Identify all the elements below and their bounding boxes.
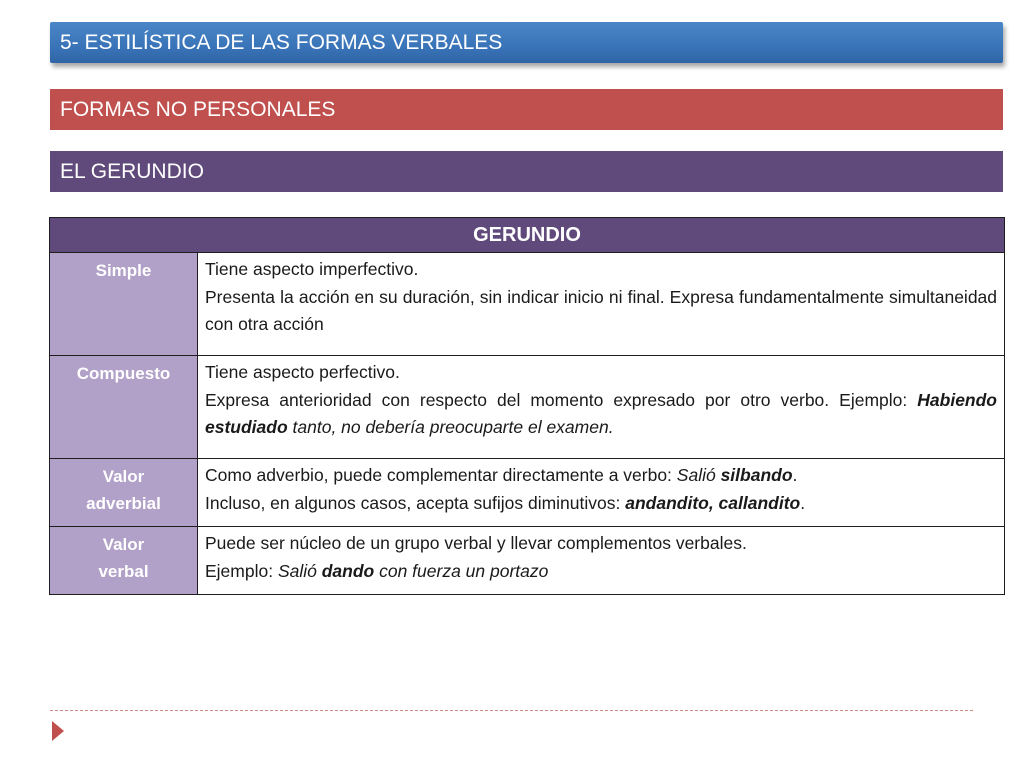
compuesto-line-2 xyxy=(205,387,997,442)
adverbial-line-2-text: Incluso, en algunos casos, acepta sufijos diminutivos: xyxy=(205,492,626,513)
adverbial-line-1-italic: Salió xyxy=(676,465,721,485)
adverbial-line-1-bold: silbando xyxy=(720,465,793,485)
table-header: GERUNDIO xyxy=(50,218,1005,253)
section-title-banner: 5- ESTILÍSTICA DE LAS FORMAS VERBALES xyxy=(50,22,1003,63)
table-row-compuesto xyxy=(50,356,1005,459)
verbal-line-2-text: Ejemplo: xyxy=(205,560,278,581)
adverbial-line-2-end: . xyxy=(800,492,806,513)
compuesto-example-bold: Habiendo estudiado xyxy=(205,389,997,437)
compuesto-line-1: Tiene aspecto perfectivo. xyxy=(205,362,400,382)
verbal-line-2 xyxy=(205,558,997,586)
verbal-label-line-1: Valor xyxy=(102,535,145,554)
adverbial-line-1-text: Como adverbio, puede complementar directamente a verbo: xyxy=(205,465,677,485)
adverbial-line-2 xyxy=(205,490,997,518)
row-label-simple: Simple xyxy=(50,253,198,356)
row-label-verbal xyxy=(50,527,198,595)
row-content-simple xyxy=(198,253,1005,356)
row-label-adverbial xyxy=(50,459,198,527)
simple-line-2: Presenta la acción en su duración, sin indicar inicio ni final. Expresa fundamentalmente simultaneidad con otra acción xyxy=(205,286,998,334)
triangle-right-icon xyxy=(52,721,64,741)
table-row-adverbial xyxy=(50,459,1005,527)
row-content-verbal xyxy=(198,527,1005,595)
adverbial-label-line-2: adverbial xyxy=(86,494,161,513)
table-row-simple xyxy=(50,253,1005,356)
verbal-line-1: Puede ser núcleo de un grupo verbal y llevar complementos verbales. xyxy=(205,533,747,553)
gerundio-table xyxy=(49,217,1005,595)
row-label-compuesto: Compuesto xyxy=(50,356,198,459)
adverbial-line-2-bold: andandito, callandito xyxy=(625,492,801,513)
verbal-line-2-italic-start: Salió xyxy=(277,560,322,581)
subsection-title-banner: FORMAS NO PERSONALES xyxy=(50,89,1003,130)
table-row-verbal xyxy=(50,527,1005,595)
adverbial-line-1 xyxy=(205,462,997,490)
table-header-row xyxy=(50,218,1005,253)
row-content-compuesto xyxy=(198,356,1005,459)
compuesto-line-2-text: Expresa anterioridad con respecto del momento expresado por otro verbo. Ejemplo: xyxy=(205,389,908,410)
adverbial-label-line-1: Valor xyxy=(102,467,145,486)
footer-divider xyxy=(50,710,973,711)
topic-title-banner: EL GERUNDIO xyxy=(50,151,1003,192)
verbal-line-2-bold: dando xyxy=(321,560,375,581)
compuesto-example-rest: tanto, no debería preocuparte el examen. xyxy=(287,417,614,437)
simple-line-1: Tiene aspecto imperfectivo. xyxy=(205,259,419,279)
verbal-line-2-italic-end: con fuerza un portazo xyxy=(374,560,549,581)
row-content-adverbial xyxy=(198,459,1005,527)
adverbial-line-1-end: . xyxy=(792,465,798,485)
verbal-label-line-2: verbal xyxy=(98,562,149,581)
